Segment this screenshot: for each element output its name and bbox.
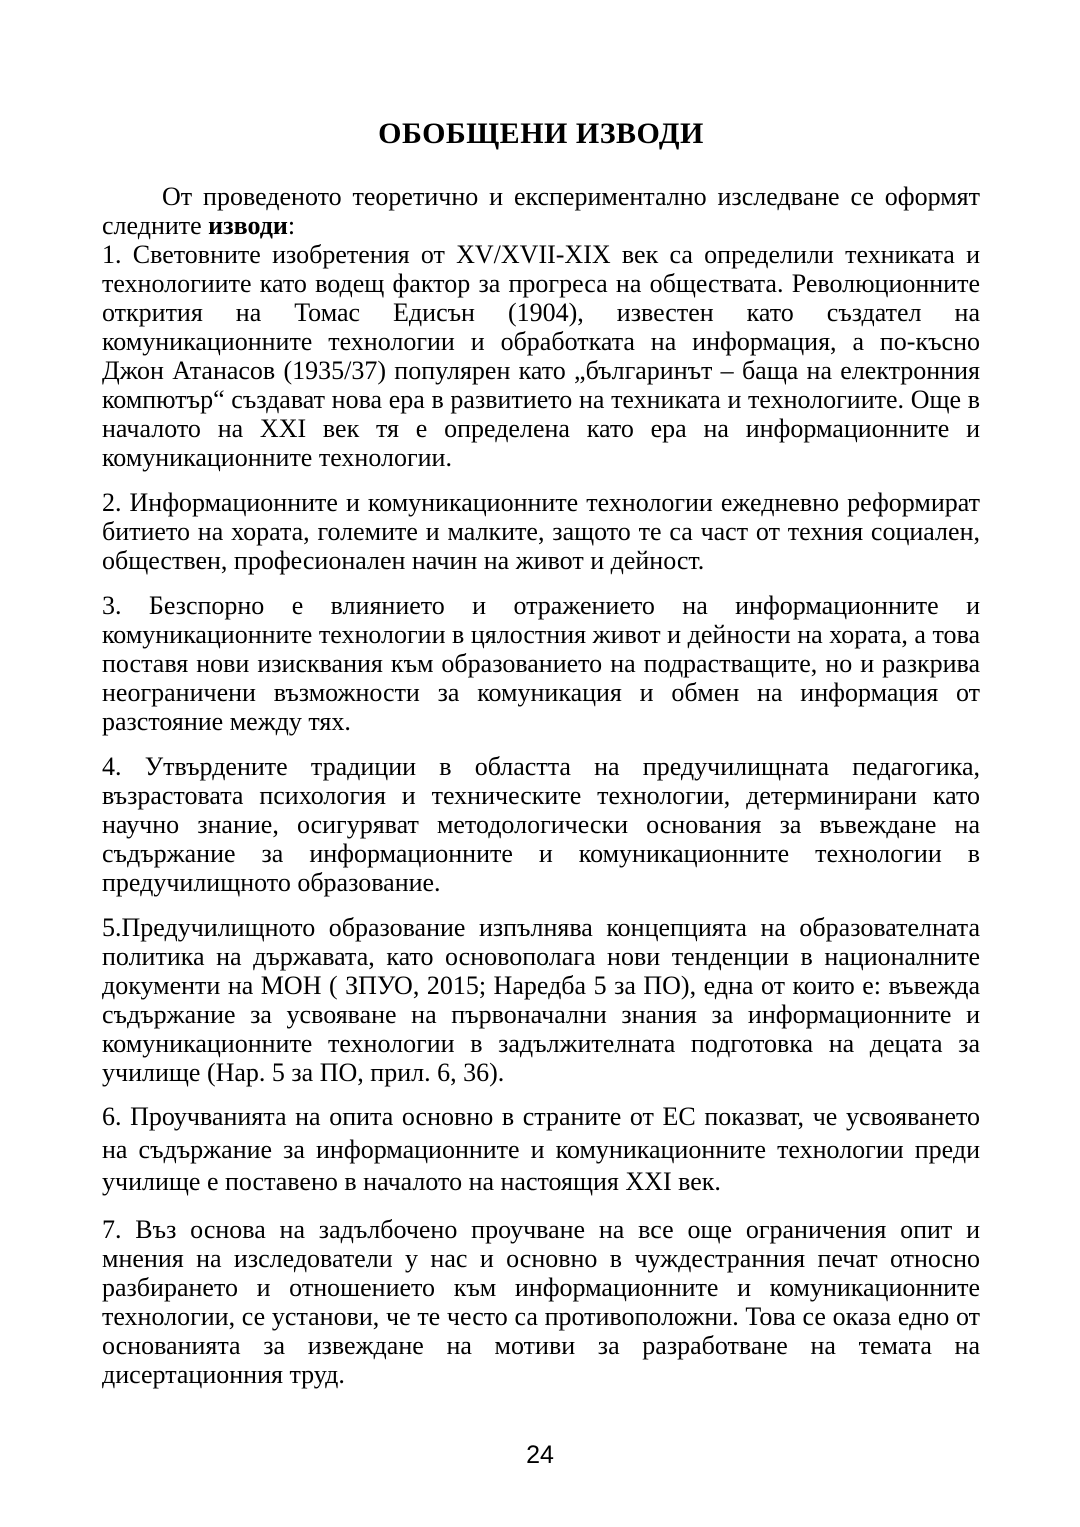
intro-paragraph	[102, 182, 980, 240]
page-title: ОБОБЩЕНИ ИЗВОДИ	[378, 117, 704, 150]
conclusion-paragraph-4: 4. Утвърдените традиции в областта на предучилищната педагогика, възрастовата психология и техническите технологии, детерминирани като научно знание, осигуряват методологически основания за въвеждане на съдържание за информационните и комуникационните технологии в предучилищното образование.	[102, 752, 980, 897]
intro-tail-text: :	[287, 211, 296, 240]
intro-lead-text: От проведеното теоретично и експериментално изследване се оформят следните	[102, 182, 980, 240]
conclusion-paragraph-6: 6. Проучванията на опита основно в страните от ЕС показват, че усвояването на съдържание за информационните и комуникационните технологии преди училище е поставено в началото на настоящия XXI век.	[102, 1102, 980, 1196]
document-content	[102, 116, 980, 1389]
conclusion-paragraph-7: 7. Въз основа на задълбочено проучване на все още ограничения опит и мнения на изследователи у нас и основно в чуждестранния печат относно разбирането и отношението към информационните и комуникационните технологии, се установи, че те често са противоположни. Това се оказа едно от основанията за извеждане на мотиви за разработване на темата на дисертационния труд.	[102, 1214, 980, 1389]
conclusion-paragraph-5: 5.Предучилищното образование изпълнява концепцията на образователната политика на държавата, като основополага нови тенденции в националните документи на МОН ( ЗПУО, 2015; Наредба 5 за ПО), една от които е: въвежда съдържание за усвояване на първоначални знания за информационните и комуникационните технологии в задължителната подготовка на децата за училище (Нар. 5 за ПО, прил. 6, 36).	[102, 913, 980, 1087]
conclusion-paragraph-2: 2. Информационните и комуникационните технологии ежедневно реформират битието на хората, големите и малките, защото те са част от техния социален, обществен, професионален начин на живот и дейност.	[102, 488, 980, 575]
conclusion-paragraph-1: 1. Световните изобретения от XV/XVII-XIX век са определили техниката и технологиите като водещ фактор за прогреса на обществата. Революционните открития на Томас Едисън (1904), известен като създател на комуникационните технологии и обработката на информация, а по-късно Джон Атанасов (1935/37) популярен като „българинът – баща на електронния компютър“ създават нова ера в развитието на техниката и технологиите. Още в началото на XXI век тя е определена като ера на информационните и комуникационните технологии.	[102, 240, 980, 472]
intro-emphasis-word: изводи	[208, 211, 288, 240]
conclusion-paragraph-3: 3. Безспорно е влиянието и отражението на информационните и комуникационните технологии в цялостния живот и дейности на хората, а това поставя нови изисквания към образованието на подрастващите, но и разкрива неограничени възможности за комуникация и обмен на информация от разстояние между тях.	[102, 591, 980, 736]
page-number: 24	[526, 1441, 554, 1469]
